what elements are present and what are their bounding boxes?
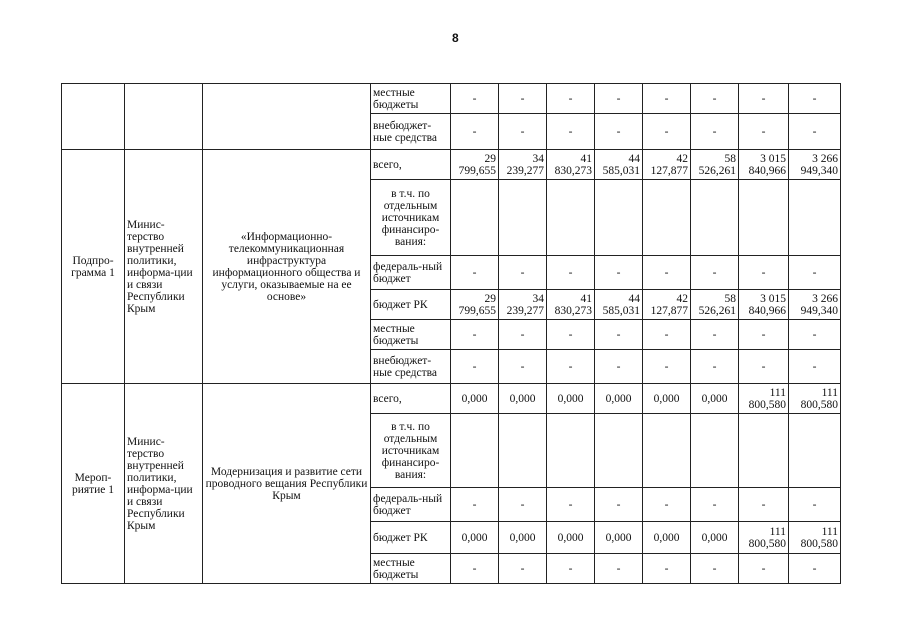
value-cell: -: [451, 488, 499, 522]
value-cell: 3 266 949,340: [789, 290, 841, 320]
funding-source-label: местные бюджеты: [371, 554, 451, 584]
value-cell: -: [595, 488, 643, 522]
value-cell: -: [499, 554, 547, 584]
value-cell: [789, 414, 841, 488]
value-cell: -: [643, 84, 691, 114]
value-cell: -: [595, 84, 643, 114]
value-cell: [547, 414, 595, 488]
funding-source-label: в т.ч. по отдельным источникам финансиро-вания:: [371, 180, 451, 256]
value-cell: [451, 180, 499, 256]
value-cell: -: [789, 554, 841, 584]
value-cell: 0,000: [451, 522, 499, 554]
value-cell: 111 800,580: [739, 522, 789, 554]
value-cell: -: [739, 554, 789, 584]
value-cell: -: [789, 84, 841, 114]
continued-title-cell: [203, 84, 371, 150]
value-cell: -: [595, 320, 643, 350]
value-cell: -: [451, 554, 499, 584]
page-number: 8: [452, 31, 459, 45]
value-cell: 44 585,031: [595, 290, 643, 320]
value-cell: -: [595, 554, 643, 584]
value-cell: 0,000: [547, 522, 595, 554]
value-cell: [691, 180, 739, 256]
value-cell: -: [547, 488, 595, 522]
continued-name-cell: [62, 84, 125, 150]
table-row: [62, 384, 841, 414]
value-cell: -: [547, 84, 595, 114]
value-cell: -: [451, 320, 499, 350]
value-cell: -: [739, 488, 789, 522]
value-cell: 58 526,261: [691, 290, 739, 320]
value-cell: 111 800,580: [739, 384, 789, 414]
value-cell: 0,000: [643, 522, 691, 554]
value-cell: 111 800,580: [789, 384, 841, 414]
value-cell: 29 799,655: [451, 290, 499, 320]
value-cell: -: [739, 350, 789, 384]
value-cell: 29 799,655: [451, 150, 499, 180]
table-row: [62, 150, 841, 180]
value-cell: -: [789, 256, 841, 290]
value-cell: -: [451, 114, 499, 150]
value-cell: -: [643, 488, 691, 522]
value-cell: -: [691, 84, 739, 114]
value-cell: -: [595, 350, 643, 384]
value-cell: [595, 414, 643, 488]
value-cell: -: [643, 114, 691, 150]
funding-source-label: местные бюджеты: [371, 320, 451, 350]
value-cell: -: [499, 84, 547, 114]
value-cell: -: [739, 256, 789, 290]
value-cell: -: [789, 114, 841, 150]
funding-source-label: бюджет РК: [371, 290, 451, 320]
value-cell: 0,000: [595, 522, 643, 554]
value-cell: -: [691, 256, 739, 290]
value-cell: [451, 414, 499, 488]
value-cell: -: [451, 350, 499, 384]
value-cell: 58 526,261: [691, 150, 739, 180]
value-cell: [595, 180, 643, 256]
activity-executor: Минис-терство внутренней политики, информа-ции и связи Республики Крым: [125, 384, 203, 584]
value-cell: 0,000: [595, 384, 643, 414]
value-cell: 0,000: [691, 384, 739, 414]
value-cell: -: [643, 256, 691, 290]
value-cell: 0,000: [499, 384, 547, 414]
value-cell: -: [595, 114, 643, 150]
value-cell: 0,000: [643, 384, 691, 414]
value-cell: 41 830,273: [547, 150, 595, 180]
value-cell: -: [643, 320, 691, 350]
value-cell: 3 015 840,966: [739, 150, 789, 180]
value-cell: -: [789, 350, 841, 384]
value-cell: 3 015 840,966: [739, 290, 789, 320]
program-title: «Информационно-телекоммуникационная инфраструктура информационного общества и услуги, оказываемые на ее основе»: [203, 150, 371, 384]
value-cell: 0,000: [691, 522, 739, 554]
value-cell: [499, 414, 547, 488]
value-cell: 42 127,877: [643, 290, 691, 320]
activity-title: Модернизация и развитие сети проводного вещания Республики Крым: [203, 384, 371, 584]
value-cell: -: [739, 320, 789, 350]
value-cell: -: [499, 350, 547, 384]
value-cell: 3 266 949,340: [789, 150, 841, 180]
value-cell: -: [691, 114, 739, 150]
value-cell: -: [499, 320, 547, 350]
value-cell: -: [547, 256, 595, 290]
value-cell: 42 127,877: [643, 150, 691, 180]
value-cell: -: [789, 488, 841, 522]
value-cell: 111 800,580: [789, 522, 841, 554]
value-cell: -: [547, 554, 595, 584]
value-cell: 0,000: [451, 384, 499, 414]
value-cell: [739, 180, 789, 256]
value-cell: -: [643, 554, 691, 584]
funding-source-label: всего,: [371, 384, 451, 414]
value-cell: 0,000: [499, 522, 547, 554]
value-cell: -: [547, 320, 595, 350]
value-cell: -: [547, 350, 595, 384]
value-cell: [547, 180, 595, 256]
value-cell: -: [451, 256, 499, 290]
program-executor: Минис-терство внутренней политики, информа-ции и связи Республики Крым: [125, 150, 203, 384]
value-cell: 41 830,273: [547, 290, 595, 320]
value-cell: [643, 414, 691, 488]
value-cell: -: [739, 114, 789, 150]
funding-source-label: внебюджет-ные средства: [371, 350, 451, 384]
value-cell: [643, 180, 691, 256]
value-cell: [789, 180, 841, 256]
value-cell: -: [789, 320, 841, 350]
value-cell: 34 239,277: [499, 290, 547, 320]
value-cell: -: [691, 488, 739, 522]
value-cell: [739, 414, 789, 488]
value-cell: -: [595, 256, 643, 290]
funding-source-label: всего,: [371, 150, 451, 180]
value-cell: -: [451, 84, 499, 114]
funding-source-label: федераль-ный бюджет: [371, 256, 451, 290]
funding-source-label: в т.ч. по отдельным источникам финансиро-вания:: [371, 414, 451, 488]
value-cell: -: [739, 84, 789, 114]
value-cell: -: [643, 350, 691, 384]
value-cell: [691, 414, 739, 488]
value-cell: 0,000: [547, 384, 595, 414]
funding-source-label: внебюджет-ные средства: [371, 114, 451, 150]
value-cell: -: [691, 350, 739, 384]
funding-source-label: местные бюджеты: [371, 84, 451, 114]
value-cell: -: [499, 256, 547, 290]
table-row: [62, 84, 841, 114]
value-cell: -: [547, 114, 595, 150]
value-cell: -: [499, 114, 547, 150]
program-name: Подпро-грамма 1: [62, 150, 125, 384]
value-cell: 34 239,277: [499, 150, 547, 180]
budget-table: [61, 83, 841, 584]
value-cell: -: [691, 320, 739, 350]
activity-name: Мероп-риятие 1: [62, 384, 125, 584]
value-cell: 44 585,031: [595, 150, 643, 180]
value-cell: -: [499, 488, 547, 522]
funding-source-label: бюджет РК: [371, 522, 451, 554]
continued-executor-cell: [125, 84, 203, 150]
value-cell: [499, 180, 547, 256]
funding-source-label: федераль-ный бюджет: [371, 488, 451, 522]
value-cell: -: [691, 554, 739, 584]
